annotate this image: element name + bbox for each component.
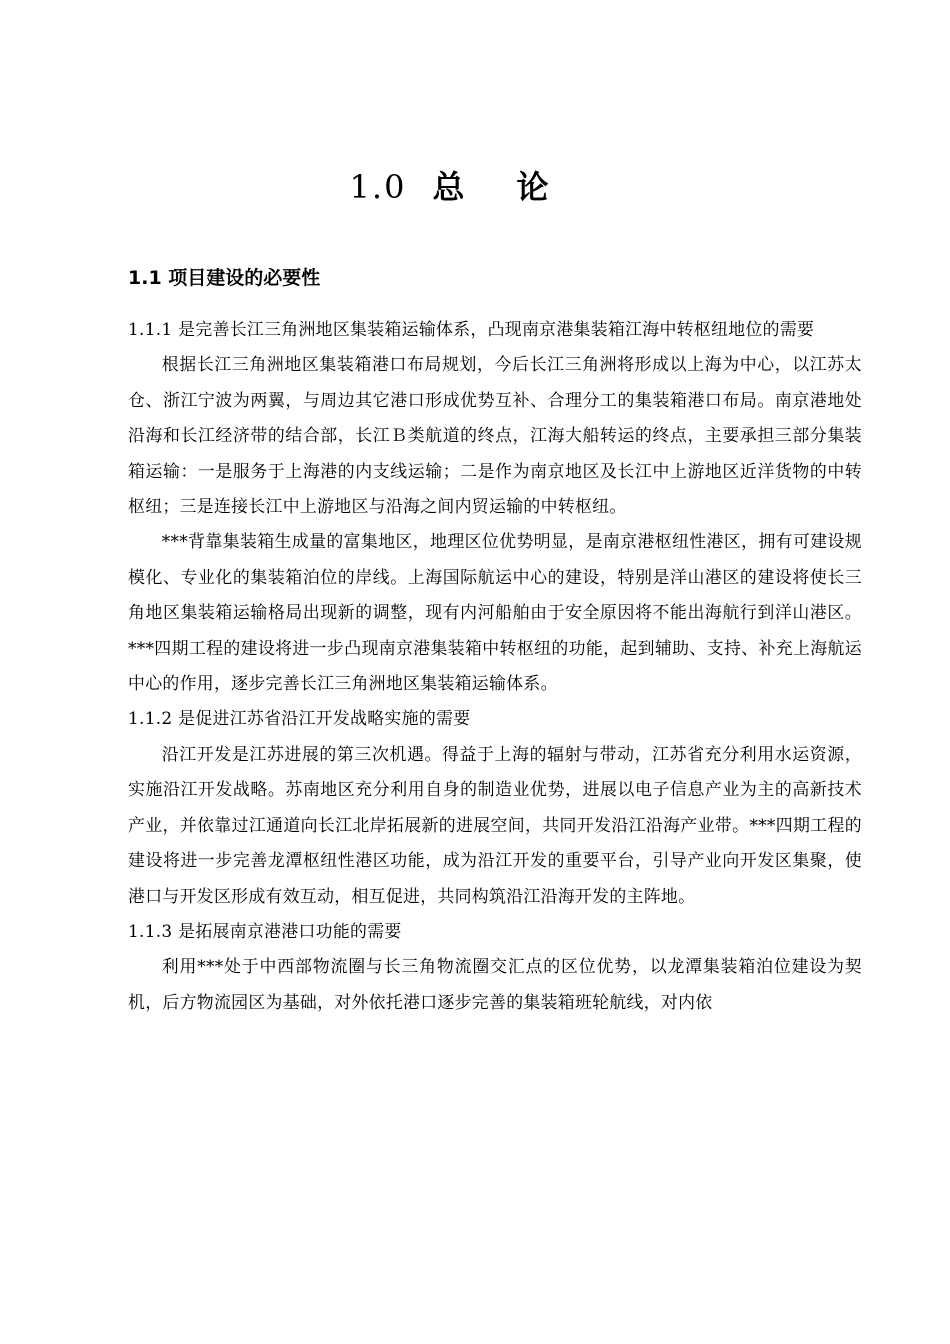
paragraph: ***背靠集装箱生成量的富集地区，地理区位优势明显，是南京港枢纽性港区，拥有可建设规模化、专业化的集装箱泊位的岸线。上海国际航运中心的建设，特别是洋山港区的建设将使长三角地区集装箱运输格局出现新的调整，现有内河船舶由于安全原因将不能出海航行到洋山港区。***四期工程的建设将进一步凸现南京港集装箱中转枢纽的功能，起到辅助、支持、补充上海航运中心的作用，逐步完善长江三角洲地区集装箱运输体系。 bbox=[128, 531, 862, 694]
chapter-number: 1.0 bbox=[349, 168, 407, 206]
paragraph: 沿江开发是江苏进展的第三次机遇。得益于上海的辐射与带动，江苏省充分利用水运资源，实施沿江开发战略。苏南地区充分利用自身的制造业优势，进展以电子信息产业为主的高新技术产业，并依靠过江通道向长江北岸拓展新的进展空间，共同开发沿江沿海产业带。***四期工程的建设将进一步完善龙潭枢纽性港区功能，成为沿江开发的重要平台，引导产业向开发区集聚，使港口与开发区形成有效互动，相互促进，共同构筑沿江沿海开发的主阵地。 bbox=[128, 743, 862, 906]
subsection-heading-1-1-2: 1.1.2 是促进江苏省沿江开发战略实施的需要 bbox=[128, 708, 471, 729]
paragraph: 根据长江三角洲地区集装箱港口布局规划，今后长江三角洲将形成以上海为中心，以江苏太仓、浙江宁波为两翼，与周边其它港口形成优势互补、合理分工的集装箱港口布局。南京港地处沿海和长江经济带的结合部，长江Ｂ类航道的终点，江海大船转运的终点，主要承担三部分集装箱运输：一是服务于上海港的内支线运输；二是作为南京地区及长江中上游地区近洋货物的中转枢纽；三是连接长江中上游地区与沿海之间内贸运输的中转枢纽。 bbox=[128, 354, 862, 517]
chapter-title-text: 总论 bbox=[432, 168, 601, 206]
chapter-title bbox=[0, 165, 950, 209]
body-text bbox=[128, 312, 862, 1020]
paragraph: 利用***处于中西部物流圈与长三角物流圈交汇点的区位优势，以龙潭集装箱泊位建设为契机，后方物流园区为基础，对外依托港口逐步完善的集装箱班轮航线，对内依 bbox=[128, 956, 862, 1012]
subsection-heading-1-1-1: 1.1.1 是完善长江三角洲地区集装箱运输体系，凸现南京港集装箱江海中转枢纽地位的需要 bbox=[128, 319, 815, 339]
subsection-heading-1-1-3: 1.1.3 是拓展南京港港口功能的需要 bbox=[128, 920, 402, 941]
section-heading: 1.1 项目建设的必要性 bbox=[128, 267, 321, 289]
